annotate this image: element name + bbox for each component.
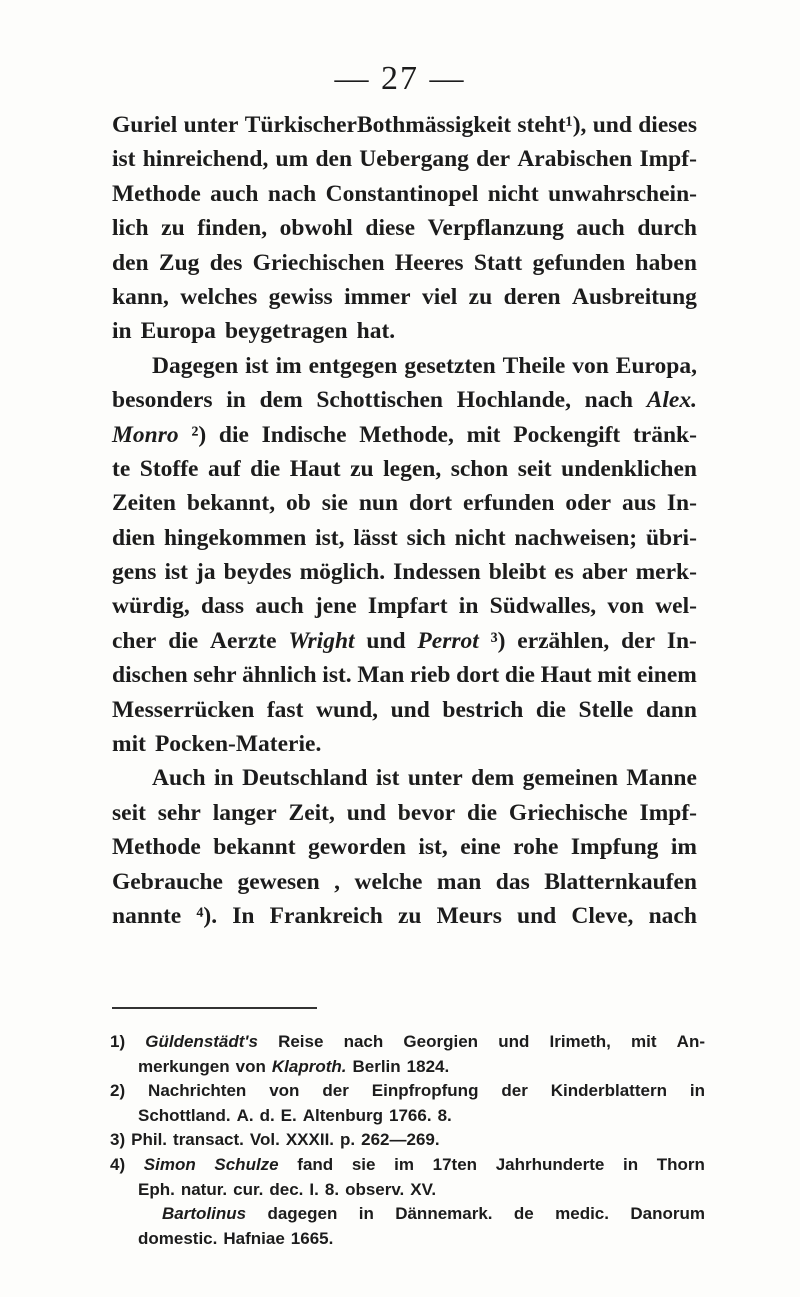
footnote-word: Jahrhunderte <box>495 1154 605 1174</box>
body-text-word: der <box>621 627 656 654</box>
body-text-word: Südwalles, <box>489 593 597 620</box>
body-text-word: Gebrauche <box>112 868 223 895</box>
body-text-word: Griechische <box>508 799 628 826</box>
footnote-word: Klaproth. <box>271 1056 347 1076</box>
body-text-word: um <box>275 146 309 173</box>
body-text-word: Uebergang <box>359 146 469 173</box>
body-text-word: Verpflanzung <box>427 215 564 242</box>
body-text-word: obwohl <box>279 215 353 242</box>
body-text-word: Indessen <box>393 559 481 586</box>
body-text-word: gemeinen <box>522 765 618 792</box>
body-text-word: Manne <box>626 765 697 792</box>
body-text-word: hinreichend, <box>142 146 269 173</box>
body-text-line <box>112 211 697 245</box>
body-text-word: fast <box>266 696 304 723</box>
body-text-word: die <box>504 662 535 689</box>
body-text-word: lich <box>112 215 149 242</box>
body-text-line <box>112 899 697 933</box>
body-text-word: den <box>112 249 149 276</box>
body-text-word: gewesen <box>237 868 320 895</box>
body-text-word: dort <box>408 490 453 517</box>
footnote-line <box>110 1128 705 1153</box>
body-text-word: erfunden <box>463 490 555 517</box>
body-text-word: Stoffe <box>139 455 199 482</box>
footnote-word: 8. <box>437 1105 452 1125</box>
body-text-word: besonders <box>112 387 213 414</box>
body-text-word: wund, <box>315 696 379 723</box>
body-text-word: Perrot <box>417 627 479 654</box>
body-text-word: , <box>334 868 341 895</box>
body-text-word: Cleve, <box>571 902 634 929</box>
body-text-word: ist, <box>315 524 345 551</box>
body-text-line <box>112 486 697 520</box>
body-text-word: Zug <box>158 249 200 276</box>
body-text-word: die <box>250 455 281 482</box>
body-text-word: ist. <box>322 662 352 689</box>
footnote-word: 1) <box>110 1032 126 1051</box>
body-text-word: ist <box>375 765 400 792</box>
body-text-word: im <box>670 834 697 861</box>
body-text-line <box>112 177 697 211</box>
body-text-word: finden, <box>197 215 268 242</box>
footnote-word: 262—269. <box>361 1130 440 1150</box>
body-text-word: dem <box>471 765 515 792</box>
body-text-word: ob <box>286 490 311 517</box>
footnote-word: fand <box>297 1154 334 1174</box>
footnote-line <box>110 1030 705 1055</box>
body-text-word: sie <box>321 490 348 517</box>
body-text-line <box>112 693 697 727</box>
body-text-word: TürkischerBothmässigkeit <box>244 112 512 138</box>
body-text-word: mit <box>112 731 146 758</box>
footnote-word: dagegen <box>267 1204 338 1224</box>
body-text-word: ist <box>245 352 269 379</box>
body-text-word: Statt <box>473 249 523 276</box>
footnote-word: natur. <box>180 1179 228 1199</box>
body-text-word: Messerrücken <box>112 696 255 723</box>
body-text-word: dort <box>456 662 500 689</box>
body-text-line <box>112 383 697 417</box>
body-text-word: Impfung <box>570 834 659 861</box>
body-text-word: des <box>209 249 243 276</box>
body-text-word: haben <box>635 249 697 276</box>
footnote-line <box>110 1153 705 1178</box>
body-text-word: dass <box>200 593 245 620</box>
main-text <box>112 108 697 933</box>
body-text-word: Ausbreitung <box>572 283 697 310</box>
body-text-word: ²) <box>191 421 207 448</box>
footnotes <box>110 1030 705 1251</box>
footnote-word: Eph. <box>138 1179 175 1199</box>
body-text-word: Guriel <box>112 112 178 138</box>
body-text-word: Man <box>357 662 405 689</box>
body-text-word: mit <box>466 421 501 448</box>
body-text-word: dann <box>645 696 697 723</box>
footnote-word: de <box>513 1204 534 1224</box>
body-text-word: Impf- <box>639 799 697 826</box>
body-text-word: nannte <box>112 902 182 929</box>
body-text-word: aber <box>581 559 628 586</box>
body-text-word: in <box>112 318 132 345</box>
footnote-word: 8. <box>324 1179 340 1199</box>
body-text-line <box>112 108 697 142</box>
body-text-line <box>112 589 697 623</box>
footnote-word: An- <box>676 1032 705 1051</box>
body-text-word: seit <box>112 799 146 826</box>
body-text-word: auch <box>576 215 625 242</box>
body-text-word: gewiss <box>268 283 333 310</box>
body-text-line <box>112 246 697 280</box>
body-text-word: oder <box>565 490 612 517</box>
footnote-separator <box>112 1007 317 1009</box>
body-text-word: steht¹), <box>517 112 587 138</box>
body-text-word: und <box>517 902 557 929</box>
body-text-word: Deutschland <box>242 765 368 792</box>
body-text-word: die <box>218 421 249 448</box>
body-text-word: gefunden <box>532 249 626 276</box>
body-text-word: Indische <box>261 421 347 448</box>
footnote-word: Kinderblattern <box>550 1081 667 1101</box>
footnote-word: Georgien <box>403 1032 479 1051</box>
footnote-word: dec. <box>269 1179 304 1199</box>
body-text-word: immer <box>344 283 411 310</box>
body-text-word: cher <box>112 627 157 654</box>
body-text-word: Monro <box>112 421 179 448</box>
body-text-word: Auch <box>152 765 206 792</box>
body-text-word: Schottischen <box>316 387 443 414</box>
footnote-word: Thorn <box>656 1154 705 1174</box>
body-text-word: seit <box>517 455 552 482</box>
body-text-word: merk- <box>635 559 697 586</box>
footnote-word: Dännemark. <box>395 1204 493 1224</box>
body-text-word: auch <box>255 593 304 620</box>
body-text-word: der <box>476 146 511 173</box>
body-text-word: Impfart <box>367 593 448 620</box>
body-text-line <box>112 418 697 452</box>
body-text-word: ist, <box>418 834 448 861</box>
footnote-word: Nachrichten <box>148 1081 247 1101</box>
body-text-word: schon <box>450 455 509 482</box>
footnote-word: merkungen <box>138 1056 230 1076</box>
body-text-word: Arabischen <box>517 146 633 173</box>
footnote-word: in <box>689 1081 705 1101</box>
body-text-line <box>112 555 697 589</box>
body-text-word: deren <box>503 283 561 310</box>
body-text-word: langer <box>212 799 277 826</box>
body-text-word: den <box>315 146 353 173</box>
body-text-line <box>112 830 697 864</box>
body-text-word: rohe <box>513 834 559 861</box>
body-text-word: geworden <box>308 834 406 861</box>
body-text-word: ist <box>112 146 136 173</box>
footnote-line <box>110 1202 705 1227</box>
body-text-line <box>112 658 697 692</box>
body-text-word: jene <box>314 593 357 620</box>
body-text-line <box>112 521 697 555</box>
body-text-word: von <box>572 352 609 379</box>
body-text-word: ja <box>196 559 216 586</box>
body-text-word: Heeres <box>394 249 464 276</box>
footnote-word: und <box>498 1032 530 1051</box>
footnote-word: Berlin <box>352 1056 401 1076</box>
footnote-word: von <box>235 1056 266 1076</box>
body-text-word: sehr <box>193 662 237 689</box>
body-text-word: bleibt <box>488 559 547 586</box>
footnote-word: 4) <box>110 1154 126 1174</box>
body-text-line <box>112 865 697 899</box>
footnote-word: domestic. <box>138 1228 218 1248</box>
body-text-word: von <box>607 593 644 620</box>
body-text-word: ähnlich <box>242 662 317 689</box>
body-text-word: In- <box>666 490 697 517</box>
body-text-word: und <box>346 799 386 826</box>
body-text-word: viel <box>422 283 458 310</box>
body-text-word: wel- <box>655 593 697 620</box>
body-text-word: unter <box>407 765 463 792</box>
body-text-word: Blatternkaufen <box>544 868 697 895</box>
footnote-word: Irimeth, <box>549 1032 611 1051</box>
body-text-word: gens <box>112 559 157 586</box>
footnote-line <box>110 1104 705 1129</box>
body-text-word: dien <box>112 524 156 551</box>
footnote-word: 1766. <box>389 1105 432 1125</box>
body-text-word: in <box>458 593 479 620</box>
body-text-word: Constantinopel <box>325 180 479 207</box>
body-text-line <box>112 761 697 795</box>
footnote-word: Schulze <box>214 1154 279 1174</box>
body-text-word: auch <box>210 180 259 207</box>
footnote-word: Schottland. <box>138 1105 231 1125</box>
body-text-word: Frankreich <box>269 902 383 929</box>
body-text-word: Pocken-Materie. <box>154 731 322 758</box>
body-text-word: die <box>168 627 199 654</box>
footnote-word: observ. <box>345 1179 405 1199</box>
body-text-word: Haut <box>540 662 592 689</box>
footnote-line <box>110 1178 705 1203</box>
body-text-line <box>112 349 697 383</box>
body-text-word: und <box>366 627 406 654</box>
body-text-line <box>112 142 697 176</box>
page-number: — 27 — <box>334 60 466 97</box>
footnote-word: 3) <box>110 1130 126 1150</box>
body-text-line <box>112 314 697 348</box>
body-text-word: nun <box>358 490 399 517</box>
body-text-word: nach <box>267 180 317 207</box>
body-text-word: auf <box>208 455 241 482</box>
body-text-word: würdig, <box>112 593 190 620</box>
body-text-word: durch <box>637 215 697 242</box>
body-text-word: hat. <box>356 318 396 345</box>
footnote-word: Vol. <box>249 1130 280 1150</box>
body-text-word: mit <box>597 662 632 689</box>
body-text-word: nicht <box>487 180 539 207</box>
body-text-word: Haut <box>289 455 341 482</box>
body-text-word: beygetragen <box>224 318 348 345</box>
body-text-word: legen, <box>383 455 442 482</box>
body-text-word: unter <box>183 112 239 138</box>
body-text-word: diese <box>365 215 415 242</box>
body-text-word: welches <box>180 283 258 310</box>
footnote-word: nach <box>343 1032 384 1051</box>
body-text-word: unwahrschein- <box>548 180 697 207</box>
body-text-word: Methode, <box>359 421 454 448</box>
body-text-word: ist <box>164 559 188 586</box>
body-text-word: möglich. <box>299 559 386 586</box>
body-text-word: das <box>495 868 530 895</box>
footnote-word: mit <box>631 1032 657 1051</box>
body-text-word: erzählen, <box>517 627 610 654</box>
footnote-word: Bartolinus <box>162 1204 247 1224</box>
body-text-word: zu <box>468 283 493 310</box>
body-text-word: nach <box>648 902 697 929</box>
footnote-word: Güldenstädt's <box>145 1032 258 1051</box>
footnote-word: I. <box>309 1179 319 1199</box>
footnote-word: A. <box>236 1105 254 1125</box>
body-text-word: kann, <box>112 283 169 310</box>
body-text-word: Aerzte <box>210 627 277 654</box>
body-text-word: entgegen <box>308 352 398 379</box>
body-text-word: Alex. <box>646 387 697 414</box>
body-text-word: Stelle <box>578 696 634 723</box>
body-text-word: Europa <box>140 318 216 345</box>
footnote-word: d. <box>259 1105 275 1125</box>
body-text-word: gesetzten <box>404 352 496 379</box>
footnote-word: der <box>501 1081 528 1101</box>
footnote-word: der <box>322 1081 349 1101</box>
footnote-line <box>110 1079 705 1104</box>
footnote-word: cur. <box>233 1179 264 1199</box>
body-text-word: Pockengift <box>513 421 621 448</box>
footnote-line <box>110 1227 705 1252</box>
body-text-word: dem <box>259 387 303 414</box>
footnote-word: Reise <box>278 1032 324 1051</box>
body-text-word: In- <box>666 627 697 654</box>
body-text-word: Zeiten <box>112 490 176 517</box>
body-text-word: undenklichen <box>561 455 697 482</box>
body-text-word: einem <box>636 662 697 689</box>
body-text-word: Europa, <box>615 352 697 379</box>
body-text-word: Meurs <box>436 902 502 929</box>
footnote-word: 1665. <box>290 1228 334 1248</box>
body-text-word: zu <box>350 455 374 482</box>
body-text-word: ⁴). <box>196 902 218 929</box>
body-text-word: Wright <box>288 627 355 654</box>
body-text-word: Impf- <box>639 146 697 173</box>
body-text-line <box>112 727 697 761</box>
body-text-word: Theile <box>502 352 566 379</box>
footnote-word: 1824. <box>406 1056 450 1076</box>
body-text-line <box>112 796 697 830</box>
footnote-word: medic. <box>555 1204 609 1224</box>
body-text-word: zu <box>397 902 422 929</box>
body-text-word: te <box>112 455 131 482</box>
body-text-word: sich <box>406 524 446 551</box>
footnote-word: XV. <box>410 1179 437 1199</box>
body-text-word: Methode <box>112 180 201 207</box>
body-text-word: dieses <box>638 112 697 138</box>
footnote-word: transact. <box>173 1130 244 1150</box>
footnote-word: Simon <box>143 1154 196 1174</box>
footnote-word: Hafniae <box>223 1228 285 1248</box>
footnote-word: Danorum <box>630 1204 705 1224</box>
body-text-word: eine <box>460 834 501 861</box>
body-text-word: Zeit, <box>288 799 335 826</box>
body-text-word: bekannt <box>213 834 296 861</box>
body-text-word: Griechischen <box>252 249 385 276</box>
body-text-word: in <box>214 765 234 792</box>
footnote-word: von <box>269 1081 300 1101</box>
footnote-word: in <box>358 1204 374 1224</box>
body-text-word: dischen <box>112 662 188 689</box>
body-text-word: bekannt, <box>186 490 276 517</box>
body-text-word: es <box>554 559 574 586</box>
body-text-word: nachweisen; <box>514 524 638 551</box>
footnote-word: XXXII. <box>285 1130 335 1150</box>
body-text-word: In <box>232 902 255 929</box>
footnote-word: 2) <box>110 1081 126 1101</box>
body-text-word: in <box>226 387 246 414</box>
body-text-word: nicht <box>454 524 506 551</box>
body-text-word: lässt <box>353 524 398 551</box>
body-text-line <box>112 280 697 314</box>
body-text-word: und <box>592 112 632 138</box>
body-text-word: nach <box>584 387 633 414</box>
footnote-word: im <box>394 1154 414 1174</box>
body-text-word: rieb <box>410 662 451 689</box>
body-text-word: tränk- <box>632 421 697 448</box>
footnote-line <box>110 1055 705 1080</box>
body-text-word: die <box>535 696 566 723</box>
footnote-word: in <box>623 1154 639 1174</box>
body-text-word: und <box>390 696 430 723</box>
footnote-word: p. <box>340 1130 356 1150</box>
body-text-word: Hochlande, <box>456 387 571 414</box>
footnote-word: Einpfropfung <box>371 1081 479 1101</box>
body-text-word: im <box>275 352 302 379</box>
footnote-word: sie <box>351 1154 376 1174</box>
footnote-word: E. <box>280 1105 297 1125</box>
body-text-word: die <box>467 799 498 826</box>
body-text-word: Methode <box>112 834 201 861</box>
body-text-word: ³) <box>490 627 506 654</box>
body-text-word: beydes <box>223 559 292 586</box>
footnote-word: Altenburg <box>302 1105 384 1125</box>
body-text-word: übri- <box>645 524 697 551</box>
body-text-word: hingekommen <box>163 524 307 551</box>
body-text-line <box>112 624 697 658</box>
body-text-word: aus <box>621 490 656 517</box>
footnote-word: 17ten <box>432 1154 478 1174</box>
body-text-word: man <box>436 868 482 895</box>
body-text-word: zu <box>161 215 185 242</box>
body-text-word: Dagegen <box>152 352 239 379</box>
body-text-word: bestrich <box>442 696 524 723</box>
body-text-word: bevor <box>397 799 456 826</box>
body-text-line <box>112 452 697 486</box>
body-text-word: welche <box>354 868 423 895</box>
footnote-word: Phil. <box>131 1130 168 1150</box>
body-text-word: sehr <box>157 799 201 826</box>
